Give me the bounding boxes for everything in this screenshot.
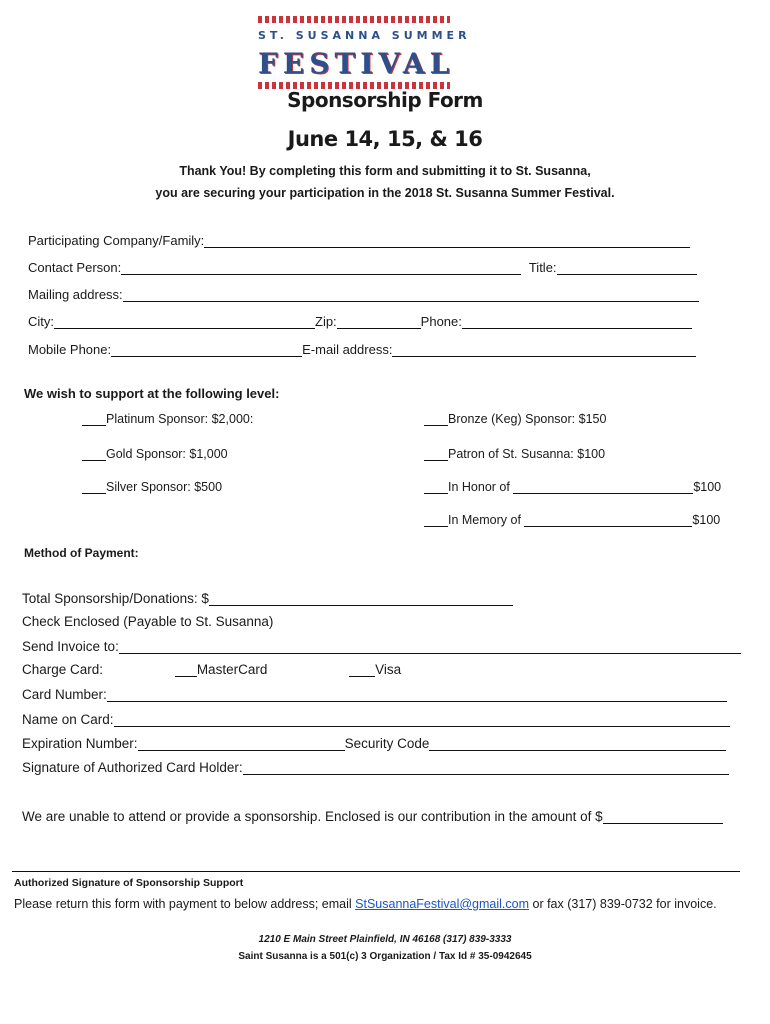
name-on-card-label: Name on Card:: [22, 712, 114, 727]
title-input-line[interactable]: [557, 260, 697, 275]
security-code-input-line[interactable]: [429, 735, 726, 751]
bronze-blank[interactable]: [424, 413, 448, 426]
silver-label: Silver Sponsor: $500: [106, 480, 223, 494]
company-field[interactable]: [28, 233, 690, 248]
honor-label: In Honor of: [448, 480, 510, 494]
platinum-label: Platinum Sponsor: $2,000:: [106, 412, 254, 426]
level-in-memory[interactable]: [424, 513, 720, 527]
parish-address: 1210 E Main Street Plainfield, IN 46168 (317) 839-3333: [258, 934, 512, 945]
check-enclosed-text: Check Enclosed (Payable to St. Susanna): [22, 614, 274, 629]
card-number-field[interactable]: [22, 686, 727, 702]
mobile-label: Mobile Phone:: [28, 342, 112, 357]
memory-amount: $100: [692, 513, 721, 527]
signature-label: Signature of Authorized Card Holder:: [22, 760, 243, 775]
return-text-after: or fax (317) 839-0732 for invoice.: [529, 897, 717, 911]
unable-contribution-row[interactable]: [22, 808, 723, 824]
honor-amount: $100: [693, 480, 722, 494]
email-input-line[interactable]: [392, 342, 696, 357]
level-in-honor[interactable]: [424, 480, 721, 494]
send-invoice-field[interactable]: [22, 638, 741, 654]
gold-blank[interactable]: [82, 448, 106, 461]
mastercard-blank[interactable]: [175, 664, 197, 677]
mailing-label: Mailing address:: [28, 287, 123, 302]
security-code-label: Security Code: [344, 736, 430, 751]
signature-input-line[interactable]: [243, 759, 729, 775]
contact-person-label: Contact Person:: [28, 260, 122, 275]
logo-main-text: FESTIVAL: [258, 47, 455, 80]
invoice-input-line[interactable]: [119, 638, 741, 654]
phone-input-line[interactable]: [462, 314, 692, 329]
total-label: Total Sponsorship/Donations: $: [22, 591, 209, 606]
charge-card-row: [22, 662, 401, 677]
gold-label: Gold Sponsor: $1,000: [106, 447, 228, 461]
company-label: Participating Company/Family:: [28, 233, 205, 248]
contact-person-input-line[interactable]: [121, 260, 521, 275]
zip-input-line[interactable]: [337, 314, 421, 329]
city-label: City:: [28, 314, 54, 329]
card-number-input-line[interactable]: [107, 686, 727, 702]
memory-name-line[interactable]: [524, 514, 692, 527]
mobile-input-line[interactable]: [111, 342, 302, 357]
authorized-signature-caption: Authorized Signature of Sponsorship Support: [14, 877, 244, 889]
logo-stripes-top: [258, 16, 450, 23]
city-zip-phone-row: [28, 314, 692, 329]
name-on-card-field[interactable]: [22, 711, 730, 727]
patron-label: Patron of St. Susanna: $100: [448, 447, 606, 461]
contact-person-field[interactable]: [28, 260, 697, 275]
level-patron[interactable]: [424, 447, 605, 461]
name-on-card-input-line[interactable]: [114, 711, 730, 727]
logo-top-text: ST. SUSANNA SUMMER: [258, 29, 471, 42]
intro-line-2: you are securing your participation in the 2018 St. Susanna Summer Festival.: [155, 186, 615, 200]
honor-blank[interactable]: [424, 481, 448, 494]
level-bronze[interactable]: [424, 412, 606, 426]
festival-logo: [258, 16, 471, 80]
mobile-email-row: [28, 342, 696, 357]
visa-blank[interactable]: [349, 664, 375, 677]
contribution-amount-line[interactable]: [603, 808, 723, 824]
return-text-before: Please return this form with payment to below address; email: [14, 897, 356, 911]
tax-id-statement: Saint Susanna is a 501(c) 3 Organization / Tax Id # 35-0942645: [238, 951, 532, 962]
total-input-line[interactable]: [209, 590, 513, 606]
visa-label: Visa: [375, 662, 402, 677]
payment-heading: Method of Payment:: [24, 546, 139, 560]
silver-blank[interactable]: [82, 481, 106, 494]
level-gold[interactable]: [82, 447, 228, 461]
patron-blank[interactable]: [424, 448, 448, 461]
honor-name-line[interactable]: [513, 481, 693, 494]
charge-card-label: Charge Card:: [22, 662, 104, 677]
platinum-blank[interactable]: [82, 413, 106, 426]
mailing-address-field[interactable]: [28, 287, 699, 302]
city-input-line[interactable]: [54, 314, 315, 329]
signature-field[interactable]: [22, 759, 729, 775]
company-input-line[interactable]: [204, 233, 690, 248]
expiration-security-row: [22, 735, 726, 751]
return-instructions: [14, 897, 717, 911]
bronze-label: Bronze (Keg) Sponsor: $150: [448, 412, 607, 426]
mailing-input-line[interactable]: [123, 287, 699, 302]
intro-line-1: Thank You! By completing this form and submitting it to St. Susanna,: [179, 164, 591, 178]
total-field[interactable]: [22, 590, 513, 606]
zip-label: Zip:: [315, 314, 337, 329]
card-number-label: Card Number:: [22, 687, 107, 702]
email-label: E-mail address:: [302, 342, 393, 357]
invoice-label: Send Invoice to:: [22, 639, 119, 654]
authorized-signature-line[interactable]: [12, 871, 740, 872]
title-label: Title:: [528, 260, 557, 275]
levels-heading: We wish to support at the following level:: [24, 386, 280, 401]
page-title: Sponsorship Form: [287, 88, 483, 112]
memory-blank[interactable]: [424, 514, 448, 527]
festival-email-link[interactable]: StSusannaFestival@gmail.com: [355, 897, 530, 911]
memory-label: In Memory of: [448, 513, 521, 527]
level-platinum[interactable]: [82, 412, 253, 426]
mastercard-label: MasterCard: [196, 662, 268, 677]
event-dates: June 14, 15, & 16: [287, 127, 483, 151]
phone-label: Phone:: [420, 314, 462, 329]
level-silver[interactable]: [82, 480, 222, 494]
unable-text: We are unable to attend or provide a sponsorship. Enclosed is our contribution in the amount of $: [22, 809, 603, 824]
expiration-label: Expiration Number:: [22, 736, 138, 751]
expiration-input-line[interactable]: [138, 735, 345, 751]
